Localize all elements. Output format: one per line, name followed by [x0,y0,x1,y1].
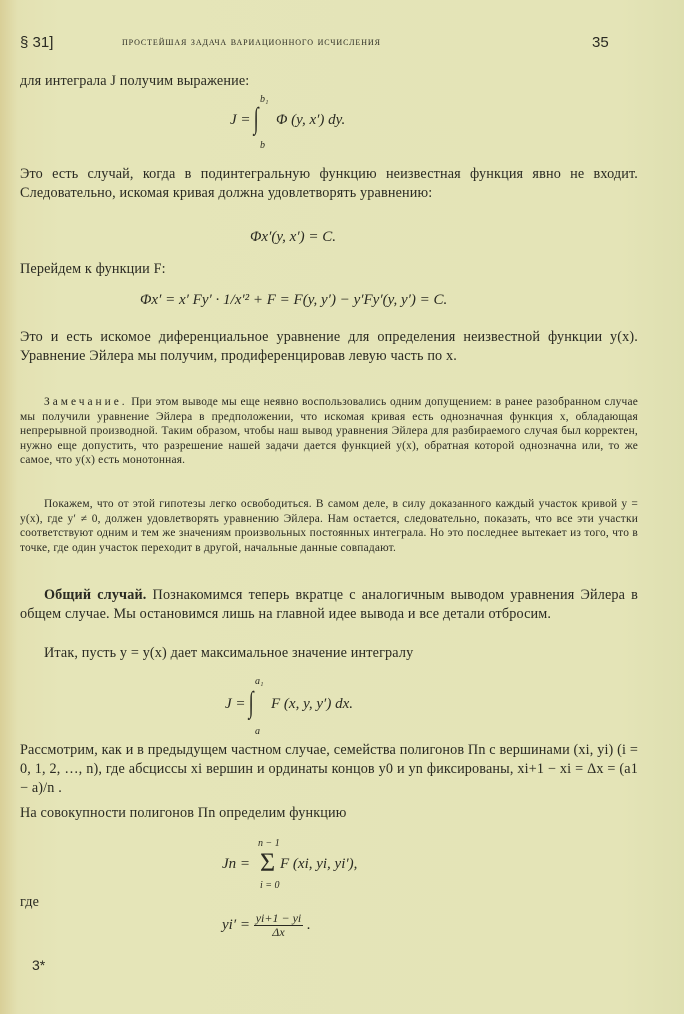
paragraph-define-function: На совокупности полигонов Πn определим функцию [20,805,347,821]
remark-text: При этом выводе мы еще неявно воспользовались одним допущением: в ранее разобранном случае мы получили уравнение Эйлера в предположении, что искомая кривая есть однозначная функция x, обладающая непрерывной производной. Таким образом, чтобы наш вывод уравнения Эйлера для разбираемого случая был корректен, нужно еще допустить, что разрешение нашей задачи дается функцией y(x), обратная которой однозначна или, то же самое, что y(x) есть монотонная. [20,396,638,466]
remark-continuation: Покажем, что от этой гипотезы легко освободиться. В самом деле, в силу доказанного каждый участок кривой y = y(x), где y′ ≠ 0, должен удовлетворять уравнению Эйлера. Нам остается, следовательно, показать, что все эти участки соответствуют одним и тем же значениям произвольных постоянных интеграла. Но это последнее вытекает из того, что в точке, где один участок переходит в другой, начальные данные совпадают. [20,498,638,554]
eq4-lhs: J = [225,696,246,712]
paragraph-let: Итак, пусть y = y(x) дает максимальное значение интегралу [44,645,414,661]
paragraph-polygons: Рассмотрим, как и в предыдущем частном случае, семейства полигонов Πn с вершинами (xi, yi) (i = 0, 1, 2, …, n), где абсциссы xi вершин и ординаты концов y0 и yn фиксированы, xi+1 − xi = Δx = (a1 − a)/n . [20,742,638,796]
eq4-lower-limit: a [255,726,260,737]
eq6-fraction [254,912,304,939]
eq4-integrand: F (x, y, y′) dx. [271,696,353,712]
paragraph-where: где [20,894,40,910]
sigma-icon: Σ [260,848,276,877]
remark-label: Замечание. [44,396,128,408]
signature-mark: 3* [32,957,46,973]
section-number: § 31] [20,34,54,51]
running-title: простейшая задача вариационного исчисления [122,36,381,48]
equation-slope [222,912,311,939]
equation-integral-phi [230,94,430,158]
eq6-denominator: Δx [272,925,285,939]
paragraph-intro: для интеграла J получим выражение: [20,73,250,89]
integral-sign-icon: ∫ [248,686,254,719]
eq1-upper-limit: b₁ [260,94,269,105]
equation-sum-Jn [222,838,422,892]
eq4-upper-limit: a₁ [255,676,264,687]
eq1-lower-limit: b [260,140,265,151]
running-header [20,34,620,54]
general-case-label: Общий случай. [44,587,147,603]
eq5-lhs: Jn = [222,856,251,872]
equation-phi-const: Φx′(y, x′) = C. [250,229,336,245]
paragraph-transition: Перейдем к функции F: [20,261,166,277]
eq5-upper-limit: n − 1 [258,838,280,849]
eq1-integrand: Φ (y, x′) dy. [276,112,346,128]
eq6-numerator: yi+1 − yi [255,911,302,925]
paragraph-differential-equation: Это и есть искомое диференциальное уравнение для определения неизвестной функции y(x). Уравнение Эйлера мы получим, продиференцировав левую часть по x. [20,329,638,364]
eq5-lower-limit: i = 0 [260,880,280,891]
eq6-lhs: yi′ = [222,916,250,933]
integral-sign-icon: ∫ [253,102,259,135]
remark-paragraph [20,395,638,468]
eq5-body: F (xi, yi, yi′), [280,856,358,872]
eq1-lhs: J = [230,112,251,128]
general-case-text: Познакомимся теперь вкратце с аналогичным выводом уравнения Эйлера в общем случае. Мы остановимся лишь на главной идее вывода и все детали отбросим. [20,587,639,622]
paragraph-case: Это есть случай, когда в подинтегральную функцию неизвестная функция явно не входит. Следовательно, искомая кривая должна удовлетворять уравнению: [20,166,638,201]
eq6-tail: . [307,916,311,933]
page-number: 35 [592,34,609,51]
equation-euler-first-integral: Φx′ = x′ Fy′ · 1/x′² + F = F(y, y′) − y′Fy′(y, y′) = C. [140,292,448,308]
equation-integral-F [225,676,425,736]
general-case-paragraph [20,586,638,624]
